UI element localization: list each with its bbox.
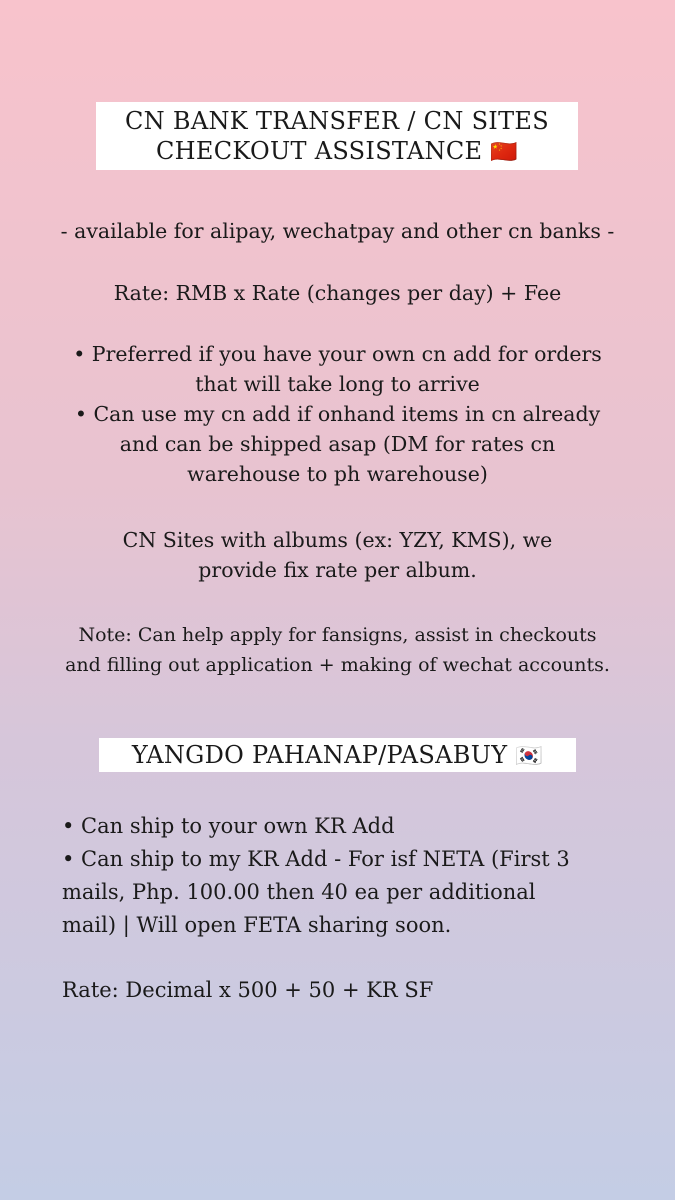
cn-bullet2-line2: and can be shipped asap (DM for rates cn — [119, 432, 556, 456]
cn-title-line1: CN BANK TRANSFER / CN SITES — [125, 107, 549, 135]
cn-section-title — [96, 102, 578, 170]
korea-flag-icon: 🇰🇷 — [515, 744, 544, 769]
cn-albums-line1: CN Sites with albums (ex: YZY, KMS), we — [122, 528, 553, 552]
cn-bullet2-line1: • Can use my cn add if onhand items in cn already — [74, 402, 601, 426]
kr-bullet2-line3: mail) | Will open FETA sharing soon. — [62, 913, 452, 937]
kr-rate-text: Rate: Decimal x 500 + 50 + KR SF — [62, 978, 434, 1002]
cn-bullet2-line3: warehouse to ph warehouse) — [187, 462, 488, 486]
cn-rate-text: Rate: RMB x Rate (changes per day) + Fee — [113, 281, 562, 305]
cn-albums-text — [30, 525, 645, 585]
cn-title-line2: CHECKOUT ASSISTANCE — [156, 137, 483, 165]
cn-albums-line2: provide fix rate per album. — [198, 558, 477, 582]
cn-bullet1-line1: • Preferred if you have your own cn add for orders — [73, 342, 602, 366]
kr-bullet1: • Can ship to your own KR Add — [62, 814, 395, 838]
cn-bullet1-line2: that will take long to arrive — [195, 372, 480, 396]
cn-title-line2-row — [106, 136, 568, 168]
cn-bullet-list — [30, 339, 645, 489]
cn-availability-text: - available for alipay, wechatpay and other cn banks - — [60, 219, 615, 243]
kr-bullet2-line2: mails, Php. 100.00 then 40 ea per additional — [62, 880, 536, 904]
kr-section-title — [99, 738, 576, 772]
kr-title-text: YANGDO PAHANAP/PASABUY — [131, 741, 508, 769]
cn-note-line2: and filling out application + making of wechat accounts. — [65, 654, 610, 676]
cn-note-text — [20, 620, 655, 680]
kr-bullet-list — [62, 810, 652, 942]
kr-bullet2-line1: • Can ship to my KR Add - For isf NETA (First 3 — [62, 847, 570, 871]
cn-note-line1: Note: Can help apply for fansigns, assist in checkouts — [78, 624, 597, 646]
china-flag-icon: 🇨🇳 — [490, 140, 518, 165]
